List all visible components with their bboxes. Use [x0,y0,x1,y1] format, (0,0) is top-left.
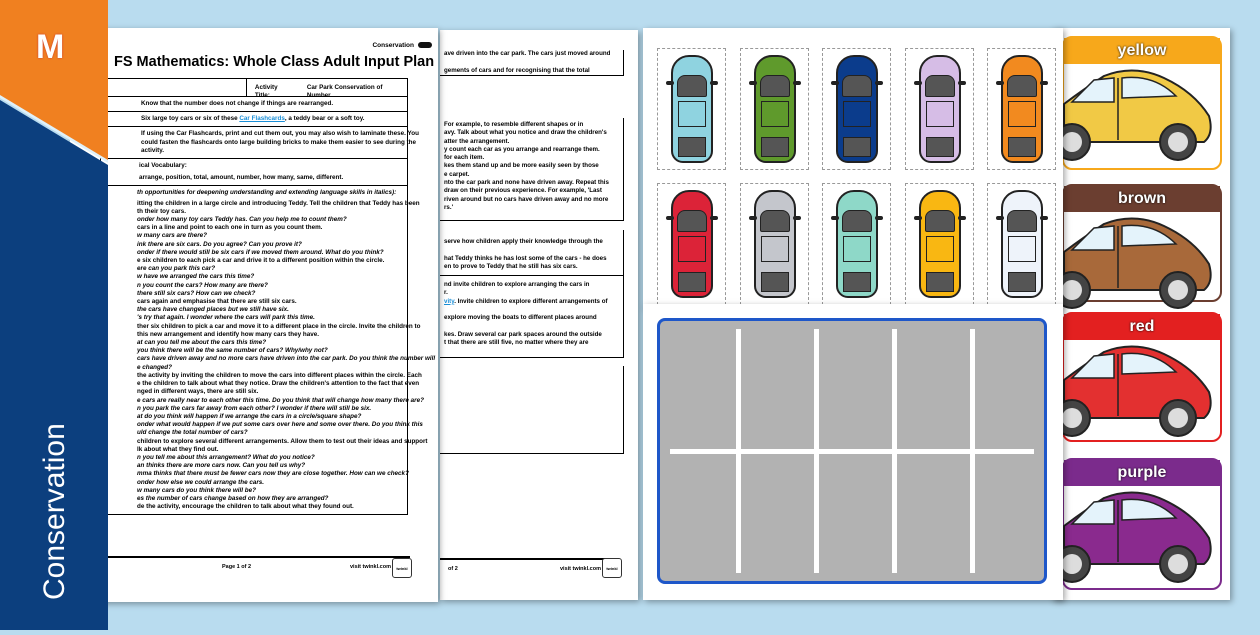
text-line: ere can you park this car? [137,265,216,273]
text-line: kes. Draw several car park spaces around the outside [444,330,602,338]
side-title: Conservation [38,423,71,600]
car-flashcard [657,183,726,305]
text-line: nto the car park and none have driven away. Repeat this [444,179,609,187]
text-line: cars again and emphasise that there are still six cars. [137,298,297,306]
p2-line: r. [444,289,448,297]
text-line: n you park the cars far away from each other? I wonder if there will still be six. [137,404,372,412]
car-top-view [671,55,713,163]
parking-line [736,329,741,573]
text-line: could fasten the flashcards onto large building bricks to make them easier to see during the [141,138,417,146]
car-top-view [754,190,796,298]
text-line: th their toy cars. [137,207,186,215]
car-flashcards-link[interactable]: Car Flashcards [239,115,285,123]
p2-line: . Invite children to explore different arrangements of [454,297,608,305]
car-side-icon [1064,64,1224,164]
text-line: there still six cars? How can we check? [137,289,256,297]
text-line: mma thinks that there must be fewer cars now they are close together. How can we check? [137,470,409,478]
text-line: itting the children in a large circle and introducing Teddy. Tell the children that Teddy has been [137,199,420,207]
text-line: w many cars are there? [137,232,208,240]
text-line: draw on their previous experience. For example, 'Last [444,187,602,195]
p2-box-5 [440,366,624,454]
parking-line [970,329,975,573]
site-link[interactable]: visit twinkl.com [350,564,391,570]
car-flashcards-sheet [643,28,1063,308]
page-title: FS Mathematics: Whole Class Adult Input Plan [114,54,435,70]
document-page-1 [70,28,438,602]
colour-card-label: purple [1064,460,1220,486]
car-flashcard [822,48,891,170]
car-side-icon [1064,340,1224,440]
colour-card [1062,458,1222,590]
text-line: activity. [141,146,164,154]
main-activity-row: th opportunities for deepening understanding and extending language skills in italics): itting the children in a large circle and introducing Teddy. Tell the children that Teddy has been th their toy cars. onder how many toy cars Teddy has. Can you help me to count them? cars in a line and point to each one in turn as you count them. w many cars are there? ink there are six cars. Do you agree? Can you prove it? onder if there would still be six cars if we moved them around. What do you think? e six children to each pick a car and drive it to a different position within the circle. ere can you park this car? w have we arranged the cars this time? n you count the cars? How many are there? there still six cars? How can we check? cars again and emphasise that there are still six cars. the cars have changed places but we still have six. 's try that again. I wonder where the cars will park this time. ther six children to pick a car and move it to a different place in the circle. Invite the children to this new arrangement and identify how many cars they have. at can you tell me about the cars this time? you think there will be the same number of cars? Why/why not? cars have driven away and no more cars have driven into the car park. Do you think the number will e changed? the activity by inviting the children to move the cars into different places within the circle. Each e the children to talk about what they notice. Draw the children's attention to the fact that even nged in different ways, there are still six. e cars are really near to each other this time. Do you think that will change how many there are? n you park the cars far away from each other? I wonder if there will still be six. at do you think will happen if we arrange the cars in a circle/square shape? onder what would happen if we put some cars over here and some over there. Do you think this uld change the total number of cars? children to explore several different arrangements. Allow them to test out their ideas and support lk about what they find out. n you tell me about this arrangement? What do you notice? an thinks there are more cars now. Can you tell us why? mma thinks that there must be fewer cars now they are close together. How can we check? onder how else we could arrange the cars. w many cars do you think there will be? es the number of cars change based on how they are arranged? de the activity, encourage the children to talk about what they found out. [137,189,436,511]
text-line: explore moving the boats to different places around [444,314,597,322]
activity-row [101,79,407,100]
colour-cards-sheet [1052,28,1230,600]
colour-card-label: red [1064,314,1220,340]
text-line: ave driven into the car park. The cars just moved around [444,50,611,57]
car-top-view [754,55,796,163]
car-top-view [919,190,961,298]
car-top-view [836,55,878,163]
text-line: gements of cars and for recognising that the total [444,66,590,74]
text-line: riven around but no cars have driven away and no more [444,195,609,203]
text-line: w many cars do you think there will be? [137,486,256,494]
car-top-view [1001,190,1043,298]
text-line: nged in different ways, there are still six. [137,388,259,396]
text-line: e the children to talk about what they notice. Draw the children's attention to the fact that even [137,380,420,388]
p2-box-2 [440,118,624,221]
text-line: es the number of cars change based on how they are arranged? [137,494,329,502]
car-park-sheet [643,304,1063,600]
colour-card-label: yellow [1064,38,1220,64]
text-line: cars have driven away and no more cars have driven into the car park. Do you think the number will [137,355,436,363]
car-flashcard [822,183,891,305]
text-line: For example, to resemble different shapes or in [444,121,584,128]
text-line: t that there are still five, no matter where they are [444,339,589,347]
p2-box-4 [440,275,624,358]
car-flashcard [987,183,1056,305]
colour-card [1062,184,1222,302]
vocabulary-row: ical Vocabulary: arrange, position, total, amount, number, how many, same, different. [101,159,407,186]
preparation-row [101,127,419,159]
text-line: at do you think will happen if we arrange the cars in a circle/square shape? [137,412,362,420]
text-line: e six children to each pick a car and drive it to a different position within the circle. [137,257,385,265]
text-line: en to prove to Teddy that he still has six cars. [444,262,578,270]
text-line: e cars are really near to each other this time. Do you think that will change how many there are? [137,396,424,404]
car-flashcard [987,48,1056,170]
text-line: lk about what they find out. [137,445,219,453]
car-side-icon [1064,212,1224,312]
text-line: ther six children to pick a car and move it to a different place in the circle. Invite the children to [137,322,421,330]
car-top-view [671,190,713,298]
car-side-icon [1064,486,1224,586]
text-line [444,246,620,254]
text-line: de the activity, encourage the children to talk about what they found out. [137,503,354,511]
text-line: avy. Talk about what you notice and draw the children's [444,129,607,137]
text-line: children to explore several different arrangements. Allow them to test out their ideas and support [137,437,428,445]
text-line: e changed? [137,363,172,371]
text-line: 's try that again. I wonder where the cars will park this time. [137,314,315,322]
text-line: the cars have changed places but we still have six. [137,306,289,314]
car-flashcard [905,48,974,170]
text-line: serve how children apply their knowledge through the [444,238,603,245]
text-line: rs.' [444,203,454,211]
text-line: If using the Car Flashcards, print and cut them out, you may also wish to laminate these. You [141,130,419,138]
colour-card [1062,312,1222,442]
car-flashcard [657,48,726,170]
car-park [657,318,1047,584]
car-flashcard [905,183,974,305]
car-top-view [919,55,961,163]
text-line: onder if there would still be six cars if we moved them around. What do you think? [137,248,384,256]
header-tag: Conservation [372,42,432,49]
text-line: onder how many toy cars Teddy has. Can you help me to count them? [137,216,347,224]
text-line: an thinks there are more cars now. Can you tell us why? [137,462,306,470]
text-line: hat Teddy thinks he has lost some of the cars - he does [444,254,607,262]
twinkl-logo: twinkl [392,558,412,578]
text-line: kes them stand up and be more easily seen by those [444,162,599,170]
parking-line [670,449,1034,454]
p2-box-3 [440,230,624,276]
text-line [444,306,620,314]
text-line: w have we arranged the cars this time? [137,273,255,281]
objective-row: Know that the number does not change if things are rearranged. [101,97,407,112]
text-line: this new arrangement and identify how many cars they have. [137,330,319,338]
parking-line [814,329,819,573]
plan-table [100,78,436,515]
colour-card [1062,36,1222,170]
car-flashcard [740,183,809,305]
text-line [444,322,620,330]
document-page-2 [440,30,638,600]
text-line: for each item. [444,154,485,162]
page-number: Page 1 of 2 [222,564,252,570]
activity-value: Car Park Conservation of Number [306,84,383,100]
text-line: uld change the total number of cars? [137,429,248,437]
text-line: cars in a line and point to each one in turn as you count them. [137,224,323,232]
parking-line [892,329,897,573]
car-flashcard [740,48,809,170]
text-line: ink there are six cars. Do you agree? Can you prove it? [137,240,302,248]
colour-card-label: brown [1064,186,1220,212]
car-top-view [836,190,878,298]
text-line: the activity by inviting the children to move the cars into different places within the circle. Each [137,371,422,379]
text-line: at can you tell me about the cars this time? [137,339,267,347]
text-line: n you tell me about this arrangement? What do you notice? [137,453,315,461]
p2-box-1 [440,50,624,76]
site-link[interactable]: visit twinkl.com [560,566,601,572]
resources-row: Six large toy cars or six of these Car Flashcards, a teddy bear or a soft toy. [101,112,407,127]
twinkl-logo: twinkl [602,558,622,578]
p2-line: nd invite children to explore arranging the cars in [444,281,590,288]
activity-label: Activity Title: [254,84,278,100]
text-line: onder how else we could arrange the cars. [137,478,265,486]
text-line: onder what would happen if we put some cars over here and some over there. Do you think this [137,421,423,429]
text-line: n you count the cars? How many are there? [137,281,268,289]
page-number: of 2 [448,566,458,572]
text-line: y count each car as you arrange and rearrange them. [444,145,600,153]
activity-link[interactable]: vity [444,297,455,305]
text-line: you think there will be the same number of cars? Why/why not? [137,347,328,355]
car-top-view [1001,55,1043,163]
text-line: e carpet. [444,170,470,178]
text-line: atter the arrangement. [444,137,510,145]
text-line [444,58,620,66]
brand-letter: M [36,28,65,66]
